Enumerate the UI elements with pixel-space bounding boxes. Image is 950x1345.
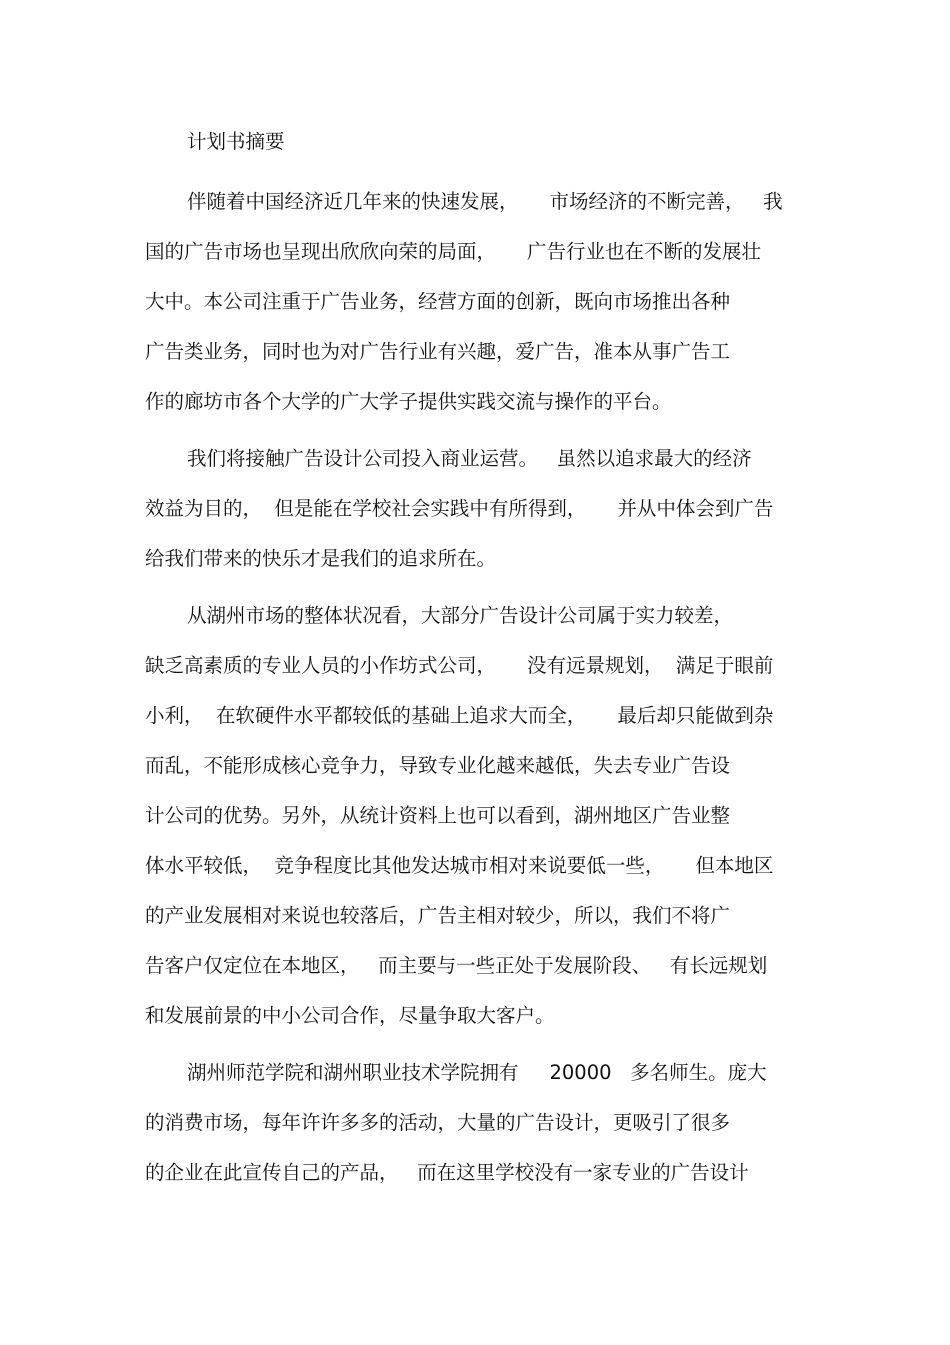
paragraph-1-line-1: 伴随着中国经济近几年来的快速发展， 市场经济的不断完善， 我 [187, 190, 783, 213]
paragraph-1-line-4: 广告类业务，同时也为对广告行业有兴趣，爱广告，准本从事广告工 [145, 340, 731, 363]
paragraph-3-line-5: 计公司的优势。另外，从统计资料上也可以看到，湖州地区广告业整 [145, 804, 731, 827]
paragraph-3-line-1: 从湖州市场的整体状况看，大部分广告设计公司属于实力较差， [187, 604, 734, 627]
paragraph-3-line-6: 体水平较低， 竞争程度比其他发达城市相对来说要低一些， 但本地区 [145, 854, 774, 877]
paragraph-1-line-5: 作的廊坊市各个大学的广大学子提供实践交流与操作的平台。 [145, 390, 672, 413]
paragraph-3-line-8: 告客户仅定位在本地区， 而主要与一些正处于发展阶段、 有长远规划 [145, 954, 768, 977]
paragraph-2-line-1: 我们将接触广告设计公司投入商业运营。 虽然以追求最大的经济 [187, 447, 752, 470]
paragraph-4-line-2: 的消费市场，每年许许多多的活动，大量的广告设计，更吸引了很多 [145, 1111, 731, 1134]
document-heading: 计划书摘要 [187, 130, 285, 153]
paragraph-2-line-2: 效益为目的， 但是能在学校社会实践中有所得到， 并从中体会到广告 [145, 497, 774, 520]
paragraph-3-line-7: 的产业发展相对来说也较落后，广告主相对较少，所以，我们不将广 [145, 904, 731, 927]
paragraph-1-line-2: 国的广告市场也呈现出欣欣向荣的局面， 广告行业也在不断的发展壮 [145, 240, 761, 263]
paragraph-1-line-3: 大中。本公司注重于广告业务，经营方面的创新，既向市场推出各种 [145, 290, 731, 313]
paragraph-3-line-3: 小利， 在软硬件水平都较低的基础上追求大而全， 最后却只能做到杂 [145, 704, 774, 727]
paragraph-3-line-2: 缺乏高素质的专业人员的小作坊式公司， 没有远景规划， 满足于眼前 [145, 654, 774, 677]
paragraph-4-line-1: 湖州师范学院和湖州职业技术学院拥有 20000 多名师生。庞大 [187, 1061, 767, 1084]
paragraph-2-line-3: 给我们带来的快乐才是我们的追求所在。 [145, 547, 497, 570]
paragraph-4-line-3: 的企业在此宣传自己的产品， 而在这里学校没有一家专业的广告设计 [145, 1161, 749, 1184]
paragraph-3-line-9: 和发展前景的中小公司合作，尽量争取大客户。 [145, 1004, 555, 1027]
paragraph-3-line-4: 而乱，不能形成核心竞争力，导致专业化越来越低，失去专业广告设 [145, 754, 731, 777]
